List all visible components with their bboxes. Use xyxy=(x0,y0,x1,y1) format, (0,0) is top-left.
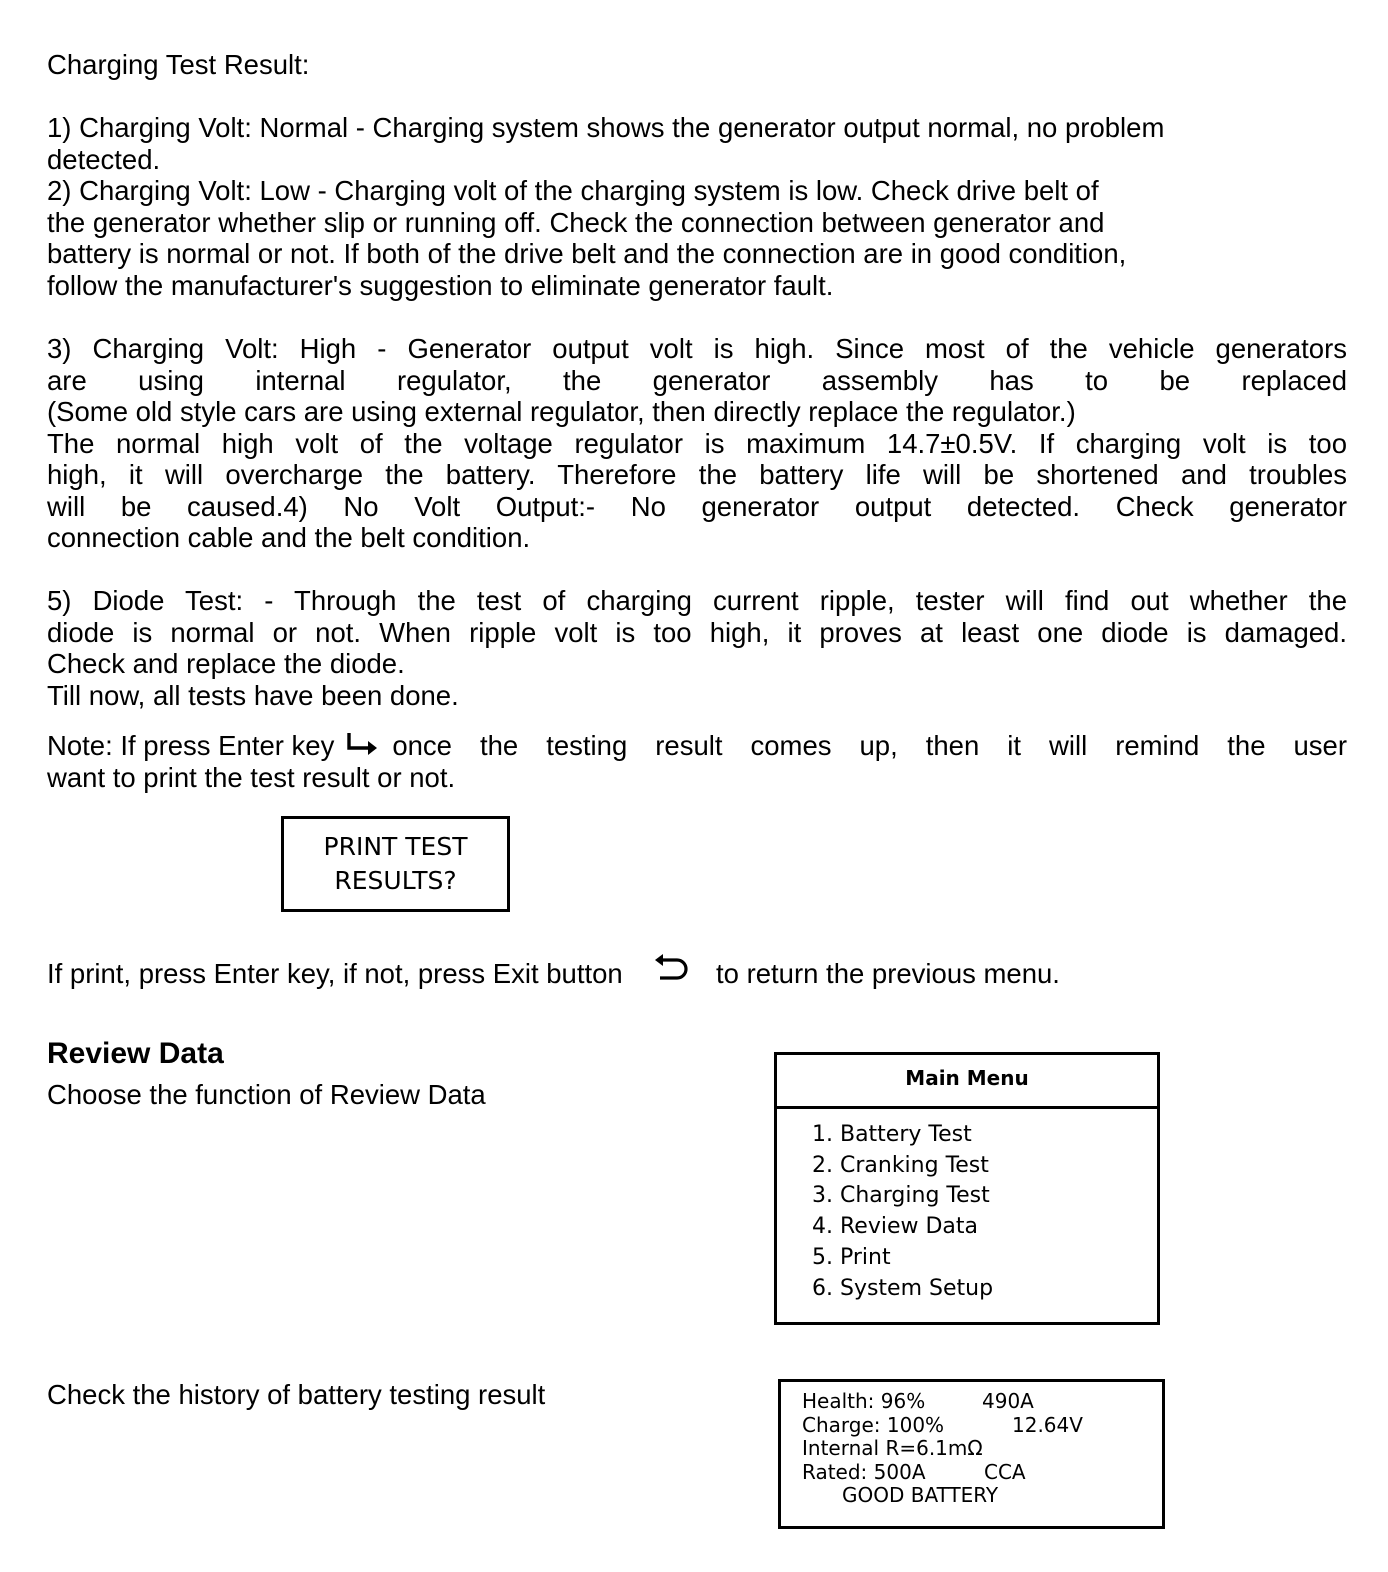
text-line: 2) Charging Volt: Low - Charging volt of the charging system is low. Check drive belt of xyxy=(47,175,1099,206)
text-line: are using internal regulator, the generator assembly has to be replaced xyxy=(47,364,1347,396)
print-instruction xyxy=(47,958,1347,992)
text-line: 5) Diode Test: - Through the test of charging current ripple, tester will find out whether the xyxy=(47,585,1347,616)
exit-return-icon xyxy=(652,953,692,985)
text-line: follow the manufacturer's suggestion to eliminate generator fault. xyxy=(47,269,834,301)
note-paragraph xyxy=(47,730,1347,793)
prompt-line: PRINT TEST xyxy=(323,832,468,861)
charging-volt-low-paragraph xyxy=(47,175,1347,301)
text-line: 3) Charging Volt: High - Generator output volt is high. Since most of the vehicle generators xyxy=(47,333,1347,364)
battery-verdict: GOOD BATTERY xyxy=(842,1483,999,1507)
prompt-line: RESULTS? xyxy=(334,866,457,895)
charging-title-text: Charging Test Result: xyxy=(47,49,310,80)
note-first-line xyxy=(47,730,1347,762)
print-instruction-before: If print, press Enter key, if not, press Exit button xyxy=(47,958,623,989)
internal-resistance-row: Internal R=6.1mΩ xyxy=(802,1436,983,1460)
text-line: high, it will overcharge the battery. Therefore the battery life will be shortened and troubles xyxy=(47,459,1347,490)
text-line: battery is normal or not. If both of the drive belt and the connection are in good condition, xyxy=(47,238,1127,269)
menu-item-review-data[interactable]: 4. Review Data xyxy=(812,1214,978,1240)
voltage-value: 12.64V xyxy=(1012,1412,1083,1437)
health-row xyxy=(802,1390,1162,1414)
text-line: connection cable and the belt condition. xyxy=(47,522,531,553)
text-line: will be caused.4) No Volt Output:- No generator output detected. Check generator xyxy=(47,490,1347,522)
print-instruction-after: to return the previous menu. xyxy=(716,958,1060,989)
enter-key-icon xyxy=(344,731,382,761)
review-data-subtitle: Choose the function of Review Data xyxy=(47,1079,486,1110)
battery-history-screen xyxy=(778,1379,1165,1529)
charge-value: Charge: 100% xyxy=(802,1412,945,1437)
cca-measured-value: 490A xyxy=(982,1389,1034,1413)
history-caption: Check the history of battery testing result xyxy=(47,1379,546,1410)
menu-item-system-setup[interactable]: 6. System Setup xyxy=(812,1275,994,1301)
menu-item-charging-test[interactable]: 3. Charging Test xyxy=(812,1183,990,1209)
text-line: 1) Charging Volt: Normal - Charging system shows the generator output normal, no problem xyxy=(47,112,1165,143)
text-line: diode is normal or not. When ripple volt is too high, it proves at least one diode is damaged. xyxy=(47,616,1347,648)
main-menu-list xyxy=(777,1109,1157,1304)
note-text-before: Note: If press Enter key xyxy=(47,730,335,761)
text-line: detected. xyxy=(47,143,161,175)
text-line: (Some old style cars are using external regulator, then directly replace the regulator.) xyxy=(47,396,1076,427)
text-line: want to print the test result or not. xyxy=(47,761,456,793)
charging-volt-high-paragraph xyxy=(47,333,1347,554)
main-menu-screen xyxy=(774,1052,1160,1325)
review-data-heading: Review Data xyxy=(47,1037,224,1070)
rated-value: Rated: 500A xyxy=(802,1459,926,1484)
main-menu-title: Main Menu xyxy=(777,1055,1157,1109)
note-text-after: once the testing result comes up, then it will remind the user xyxy=(392,730,1347,761)
menu-item-cranking-test[interactable]: 2. Cranking Test xyxy=(812,1152,989,1178)
rated-standard: CCA xyxy=(984,1459,1026,1484)
diode-test-paragraph xyxy=(47,585,1347,711)
health-value: Health: 96% xyxy=(802,1389,926,1413)
text-line: The normal high volt of the voltage regulator is maximum 14.7±0.5V. If charging volt is too xyxy=(47,427,1347,459)
rated-row xyxy=(802,1461,1162,1485)
text-line: Check and replace the diode. xyxy=(47,648,405,679)
charge-row xyxy=(802,1414,1162,1438)
charging-test-title xyxy=(47,49,1347,81)
menu-item-battery-test[interactable]: 1. Battery Test xyxy=(812,1122,972,1147)
charging-volt-normal-paragraph xyxy=(47,112,1347,175)
menu-item-print[interactable]: 5. Print xyxy=(812,1244,891,1270)
print-test-results-prompt xyxy=(281,816,510,912)
history-readout xyxy=(781,1382,1162,1508)
text-line: the generator whether slip or running off. Check the connection between generator and xyxy=(47,206,1105,238)
text-line: Till now, all tests have been done. xyxy=(47,679,459,711)
